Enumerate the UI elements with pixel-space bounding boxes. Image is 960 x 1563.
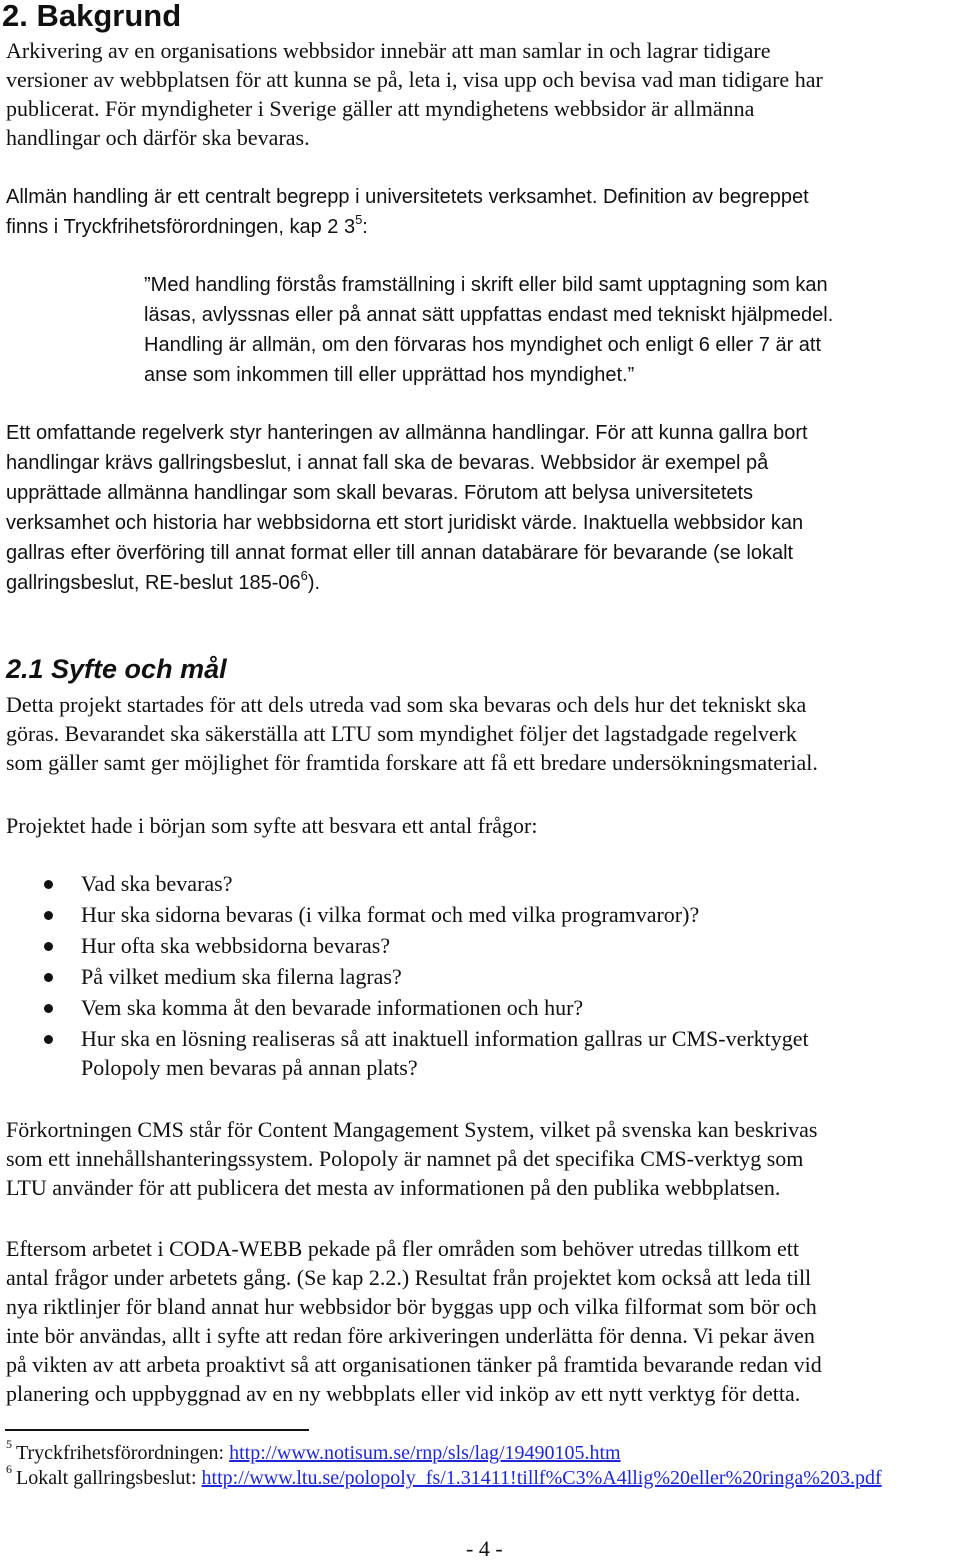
legal-quotation <box>144 270 833 390</box>
paragraph-line: handlingar och därför ska bevaras. <box>6 125 310 150</box>
quotation-line: anse som inkommen till eller upprättad hos myndighet.” <box>144 364 635 386</box>
paragraph-line <box>6 212 809 242</box>
footnote-number: 5 <box>6 1437 12 1452</box>
list-item <box>0 869 960 900</box>
section-heading-bakgrund: 2. Bakgrund <box>2 0 182 33</box>
paragraph-line: som ett innehållshanteringssystem. Polopoly är namnet på det specifika CMS-verktyg som <box>6 1146 804 1171</box>
paragraph-line: verksamhet och historia har webbsidorna ett stort juridiskt värde. Inaktuella webbsidor kan <box>6 512 804 534</box>
list-item <box>0 1024 960 1082</box>
paragraph-questions-intro: Projektet hade i början som syfte att besvara ett antal frågor: <box>6 813 538 838</box>
quotation-line: Handling är allmän, om den förvaras hos myndighet och enligt 6 eller 7 är att <box>144 334 822 356</box>
paragraph-regulations <box>6 418 808 598</box>
paragraph-line: inte bör användas, allt i syfte att redan före arkiveringen underlätta för denna. Vi pekar även <box>6 1323 815 1348</box>
list-item-text: Hur ska sidorna bevaras (i vilka format och med vilka programvaror)? <box>81 902 700 927</box>
footnote-divider <box>5 1429 309 1431</box>
paragraph-line: på vikten av att arbeta proaktivt så att organisationen tänker på framtida bevarande redan vid <box>6 1352 822 1377</box>
paragraph-line: upprättade allmänna handlingar som skall bevaras. Förutom att belysa universitetets <box>6 482 754 504</box>
quotation-line: ”Med handling förstås framställning i skrift eller bild samt upptagning som kan <box>144 274 828 296</box>
paragraph-line: versioner av webbplatsen för att kunna se på, leta i, visa upp och bevisa vad man tidigare har <box>6 67 823 92</box>
list-item-text: Vad ska bevaras? <box>81 871 233 896</box>
paragraph-line: nya riktlinjer för bland annat hur webbsidor bör byggas upp och vilka filformat som bör och <box>6 1294 817 1319</box>
page-number: - 4 - <box>466 1536 503 1561</box>
bullet-icon <box>44 1035 53 1044</box>
bullet-icon <box>44 942 53 951</box>
paragraph-line: Arkivering av en organisations webbsidor innebär att man samlar in och lagrar tidigare <box>6 38 771 63</box>
footnote-number: 6 <box>6 1462 12 1477</box>
list-item-text: Vem ska komma åt den bevarade informationen och hur? <box>81 995 584 1020</box>
paragraph-line: som gäller samt ger möjlighet för framtida forskare att få ett bredare undersökningsmaterial. <box>6 750 818 775</box>
paragraph-line: planering och uppbyggnad av en ny webbplats eller vid inköp av ett nytt verktyg för detta. <box>6 1381 801 1406</box>
subsection-heading-purpose: 2.1 Syfte och mål <box>6 654 227 684</box>
paragraph-line: publicerat. För myndigheter i Sverige gäller att myndighetens webbsidor är allmänna <box>6 96 755 121</box>
list-item-text: Hur ska en lösning realiseras så att inaktuell information gallras ur CMS-verktyget <box>81 1026 809 1051</box>
paragraph-line: LTU använder för att publicera det mesta av informationen på den publika webbplatsen. <box>6 1175 781 1200</box>
bullet-icon <box>44 973 53 982</box>
paragraph-line: antal frågor under arbetets gång. (Se kap 2.2.) Resultat från projektet kom också att leda till <box>6 1265 812 1290</box>
paragraph-archiving-background <box>6 36 823 152</box>
paragraph-line: Detta projekt startades för att dels utreda vad som ska bevaras och dels hur det tekniskt ska <box>6 692 807 717</box>
paragraph-line: Förkortningen CMS står för Content Mangagement System, vilket på svenska kan beskrivas <box>6 1117 818 1142</box>
paragraph-public-document-definition <box>6 182 809 242</box>
footnote-reference-6: 6 <box>300 568 308 584</box>
paragraph-text: gallringsbeslut, RE-beslut 185-06 <box>6 572 301 594</box>
paragraph-line: Ett omfattande regelverk styr hanteringen av allmänna handlingar. För att kunna gallra bort <box>6 422 808 444</box>
paragraph-line: göras. Bevarandet ska säkerställa att LTU som myndighet följer det lagstadgade regelverk <box>6 721 797 746</box>
paragraph-line: gallras efter överföring till annat format eller till annan databärare för bevarande (se lokalt <box>6 542 794 564</box>
paragraph-line: Eftersom arbetet i CODA-WEBB pekade på fler områden som behöver utredas tillkom ett <box>6 1236 799 1261</box>
list-item <box>0 900 960 931</box>
bullet-icon <box>44 880 53 889</box>
tryckfrihet-link[interactable]: http://www.notisum.se/rnp/sls/lag/19490105.htm <box>229 1442 621 1464</box>
footnote-label: Lokalt gallringsbeslut: <box>16 1467 202 1489</box>
paragraph-line: Allmän handling är ett centralt begrepp i universitetets verksamhet. Definition av begreppet <box>6 186 809 208</box>
quotation-line: läsas, avlyssnas eller på annat sätt uppfattas endast med tekniskt hjälpmedel. <box>144 304 834 326</box>
bullet-icon <box>44 1004 53 1013</box>
paragraph-project-purpose <box>6 690 818 777</box>
gallringsbeslut-link[interactable]: http://www.ltu.se/polopoly_fs/1.31411!tillf%C3%A4llig%20eller%20ringa%203.pdf <box>201 1467 882 1489</box>
list-item <box>0 993 960 1024</box>
project-question-list <box>0 869 960 1082</box>
paragraph-text: : <box>362 216 368 238</box>
paragraph-text: finns i Tryckfrihetsförordningen, kap 2 3 <box>6 216 356 238</box>
footnote-5 <box>6 1437 621 1466</box>
footnote-label: Tryckfrihetsförordningen: <box>16 1442 230 1464</box>
footnote-reference-5: 5 <box>355 212 363 228</box>
footnote-6 <box>6 1462 882 1491</box>
bullet-icon <box>44 911 53 920</box>
list-item <box>0 962 960 993</box>
paragraph-project-results <box>6 1234 822 1408</box>
paragraph-line <box>6 568 808 598</box>
list-item-text: Polopoly men bevaras på annan plats? <box>81 1055 418 1080</box>
paragraph-text: ). <box>307 572 321 594</box>
list-item-text: Hur ofta ska webbsidorna bevaras? <box>81 933 391 958</box>
list-item-text: På vilket medium ska filerna lagras? <box>81 964 402 989</box>
list-item <box>0 931 960 962</box>
paragraph-cms-explanation <box>6 1115 817 1202</box>
paragraph-line: handlingar krävs gallringsbeslut, i annat fall ska de bevaras. Webbsidor är exempel på <box>6 452 769 474</box>
